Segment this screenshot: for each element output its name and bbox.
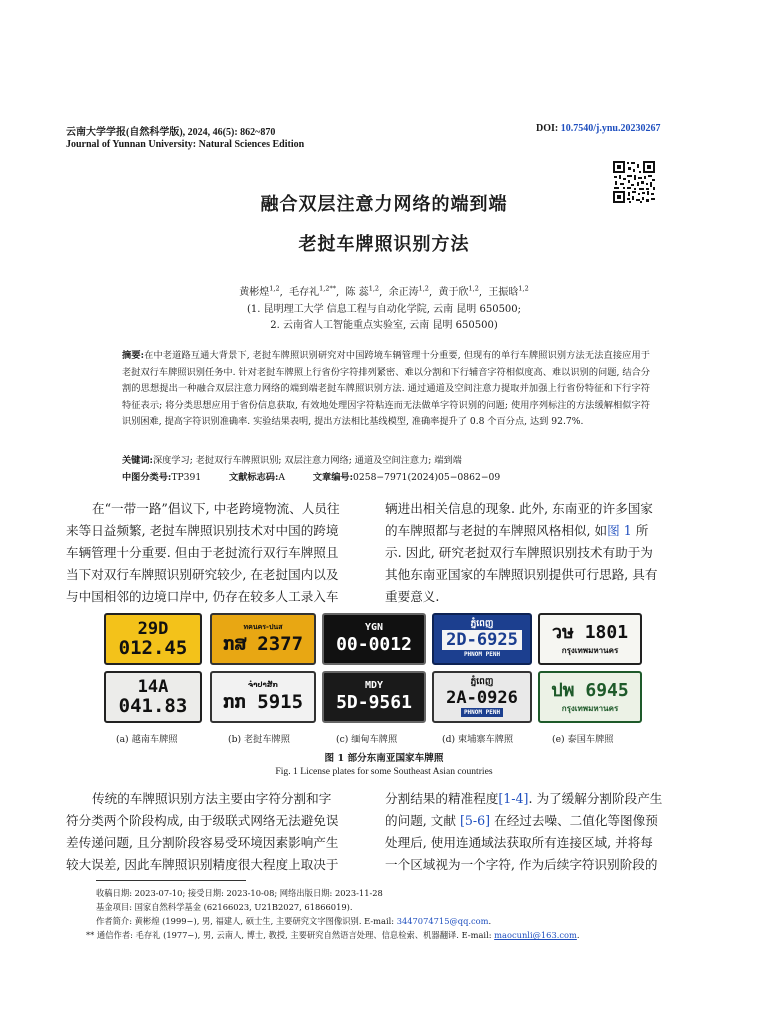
abstract-label: 摘要:	[122, 350, 145, 361]
plate-cambodia-2	[432, 671, 532, 723]
clc-value: TP391	[171, 472, 202, 483]
plate-text: กรุงเทพมหานคร	[561, 646, 619, 655]
author-name: 陈 蕊	[345, 287, 369, 298]
body-line: 车辆管理十分重要. 但由于老挝流行双行车牌照且	[66, 545, 339, 560]
plate-text: กรุงเทพมหานคร	[561, 704, 619, 713]
author-list: 黄彬煌$^{1,2}$, 毛存礼$^{1,2**}$, 陈 蕊$^{1,2}$, 余正涛$^{1,2}$, 黄于欣$^{1,2}$, 王振晗$^{1,2}$	[239, 284, 529, 298]
body-right-column	[385, 498, 685, 608]
plate-text: ភ្នំពេញ	[470, 677, 494, 687]
body-line: 分割结果的精准程度[1-4]. 为了缓解分割阶段产生	[385, 791, 663, 806]
plate-thailand-1	[538, 613, 642, 665]
journal-en: Journal of Yunnan University: Natural Sciences Edition	[66, 139, 305, 150]
plate-text: 14A	[137, 676, 169, 697]
author-affiliation-mark: 1,2	[518, 284, 529, 293]
plate-text: ភ្នំពេញ	[470, 619, 494, 629]
body-line: 符分类两个阶段构成, 由于级联式网络无法避免误	[66, 813, 339, 828]
body-bottom-right	[385, 788, 685, 876]
corresponding-email-link[interactable]: maocunli@163.com	[494, 930, 577, 940]
author-bio-text: 作者简介: 黄彬煌 (1999−), 男, 福建人, 硕士生, 主要研究文字图像识别. E-mail:	[96, 916, 397, 926]
plate-text: 2A-0926	[446, 688, 518, 708]
footnote-author-bio: 作者简介: 黄彬煌 (1999−), 男, 福建人, 硕士生, 主要研究文字图像识别. E-mail: 3447074715@qq.com.	[96, 916, 492, 926]
plate-laos-1	[210, 613, 316, 665]
title-line-2: 老挝车牌照识别方法	[298, 234, 470, 255]
clc-label: 中图分类号:	[122, 472, 172, 483]
citation-link[interactable]: [1-4]	[498, 791, 529, 806]
plate-vietnam-1	[104, 613, 202, 665]
body-line: 其他东南亚国家的车牌照识别提供可行思路, 具有	[385, 567, 658, 582]
body-line: 示. 因此, 研究老挝双行车牌照识别技术有助于为	[385, 545, 653, 560]
subcaption-b: (b) 老挝车牌照	[228, 734, 290, 745]
body-line: 传统的车牌照识别方法主要由字符分割和字	[92, 791, 332, 806]
plate-text: วษ 1801	[551, 622, 629, 643]
author-name: 毛存礼	[289, 287, 320, 298]
plate-text: ปพ 6945	[551, 680, 629, 701]
body-left-column	[66, 498, 366, 608]
plate-laos-2	[210, 671, 316, 723]
body-line: 与中国相邻的边境口岸中, 仍存在较多人工录入车	[66, 589, 339, 604]
keywords-label: 关键词:	[122, 455, 153, 466]
footnotes	[86, 886, 696, 942]
keywords	[122, 453, 650, 470]
author-affiliation-mark: 1,2**	[319, 284, 336, 293]
plate-vietnam-2	[104, 671, 202, 723]
subcaption-d: (d) 柬埔寨车牌照	[442, 734, 514, 745]
affiliation-2: 2. 云南省人工智能重点实验室, 云南 昆明 650500)	[270, 320, 498, 331]
author-affiliation-mark: 1,2	[269, 284, 280, 293]
author-affiliation-mark: 1,2	[368, 284, 380, 293]
body-line: 的问题, 文献 [5-6] 在经过去噪、二值化等图像预	[385, 813, 658, 828]
plate-text: 00-0012	[336, 634, 412, 655]
doi-link[interactable]: 10.7540/j.ynu.20230267	[560, 123, 661, 134]
plate-text: MDY	[364, 680, 384, 691]
body-line: 辆进出相关信息的现象. 此外, 东南亚的许多国家	[385, 501, 653, 516]
classification-line	[122, 470, 650, 487]
author-email-link[interactable]: 3447074715@qq.com	[396, 916, 489, 926]
journal-cn: 云南大学学报(自然科学版), 2024, 46(5): 862~870	[66, 127, 276, 138]
body-line: 一个区域视为一个字符, 作为后续字符识别阶段的	[385, 857, 658, 872]
author-affiliation-mark: 1,2	[468, 284, 479, 293]
body-line: 来等日益频繁, 老挝车牌照识别技术对中国的跨境	[66, 523, 339, 538]
footnote-divider	[96, 880, 246, 881]
author-name: 余正涛	[388, 287, 419, 298]
subcaption-e: (e) 泰国车牌照	[552, 734, 614, 745]
doi	[536, 123, 660, 134]
author-affiliation-mark: 1,2	[418, 284, 429, 293]
citation-link[interactable]: [5-6]	[459, 813, 491, 828]
plate-myanmar-2	[322, 671, 426, 723]
plate-text: 5D-9561	[336, 692, 412, 713]
body-line: 处理后, 使用连通域法获取所有连接区域, 并将每	[385, 835, 653, 850]
plate-text: 29D	[137, 618, 169, 639]
plate-text: 2D-6925	[442, 630, 522, 650]
plate-text: PHNOM PENH	[463, 651, 501, 658]
footnote-corresponding: ** 通信作者: 毛存礼 (1977−), 男, 云南人, 博士, 教授, 主要研究自然语言处理、信息检索、机器翻译. E-mail: maocunli@163.com.	[86, 930, 580, 940]
plate-text: PHNOM PENH	[461, 708, 503, 717]
body-line: 的车牌照都与老挝的车牌照风格相似, 如图 1 所	[385, 523, 649, 538]
doc-code-value: A	[278, 472, 286, 483]
body-line: 当下对双行车牌照识别研究较少, 在老挝国内以及	[66, 567, 339, 582]
plate-thailand-2	[538, 671, 642, 723]
body-line: 较大误差, 因此车牌照识别精度很大程度上取决于	[66, 857, 339, 872]
plate-text: 012.45	[118, 636, 188, 659]
author-name: 黄彬煌	[239, 287, 270, 298]
plate-text: 041.83	[118, 694, 188, 717]
author-name: 王振晗	[488, 287, 519, 298]
article-number-label: 文章编号:	[312, 472, 354, 483]
plate-text: ກກ 5915	[222, 691, 304, 713]
figure-1-plates	[104, 613, 642, 723]
figure-caption-en: Fig. 1 License plates for some Southeast Asian countries	[275, 766, 493, 777]
affiliation-1: (1. 昆明理工大学 信息工程与自动化学院, 云南 昆明 650500;	[246, 304, 522, 315]
plate-text: ຈຳປາສັກ	[247, 681, 279, 689]
body-line: 重要意义.	[385, 589, 440, 604]
subcaption-c: (c) 缅甸车牌照	[336, 734, 398, 745]
footnote-received: 收稿日期: 2023-07-10; 接受日期: 2023-10-08; 网络出版日期: 2023-11-28	[96, 888, 383, 898]
footnote-fund: 基金项目: 国家自然科学基金 (62166023, U21B2027, 61866019).	[96, 902, 353, 912]
plate-text: ກສ 2377	[222, 633, 304, 655]
doi-label: DOI:	[536, 123, 561, 134]
author-name: 黄于欣	[438, 287, 469, 298]
abstract-text: 在中老道路互通大背景下, 老挝车牌照识别研究对中国跨境车辆管理十分重要, 但现有的单行车牌照识别方法无法直接应用于老挝双行车牌照识别任务中. 针对老挝车牌照上行省份字符排列紧密、难以分割和下行辅音字符相似度高、难以识别的问题, 结合分割的思想提出一种融合双层注意力网络的端到端老挝车牌照识别方法. 通过通道及空间注意力提取并加强上行省份特征和下行字符特征表示; 将分类思想应用于省份信息获取, 有效地处理因字符粘连而无法做单字符识别的问题; 使用序列标注的方法缓解相似字符识别困难, 提高字符识别准确率. 实验结果表明, 提出方法相比基线模型, 准确率提升了 0.8 个百分点, 达到 92.7%.	[122, 350, 650, 427]
plate-text: YGN	[364, 622, 384, 633]
abstract	[122, 348, 650, 431]
plate-myanmar-1	[322, 613, 426, 665]
plate-text: ทคนคร-ปนส	[243, 623, 283, 631]
title-line-1: 融合双层注意力网络的端到端	[260, 194, 508, 215]
body-line: 差传递问题, 且分割阶段容易受环境因素影响产生	[66, 835, 339, 850]
body-bottom-left	[66, 788, 366, 876]
corresponding-text: ** 通信作者: 毛存礼 (1977−), 男, 云南人, 博士, 教授, 主要研究自然语言处理、信息检索、机器翻译. E-mail:	[86, 930, 495, 940]
doc-code-label: 文献标志码:	[229, 472, 279, 483]
article-number-value: 0258−7971(2024)05−0862−09	[353, 472, 501, 483]
subcaption-a: (a) 越南车牌照	[116, 734, 178, 745]
plate-cambodia-1	[432, 613, 532, 665]
body-line: 在“一带一路”倡议下, 中老跨境物流、人员往	[92, 501, 340, 516]
keywords-text: 深度学习; 老挝双行车牌照识别; 双层注意力网络; 通道及空间注意力; 端到端	[152, 455, 462, 466]
citation-link[interactable]: 图 1	[607, 523, 632, 538]
figure-caption-cn: 图 1 部分东南亚国家车牌照	[324, 753, 444, 764]
